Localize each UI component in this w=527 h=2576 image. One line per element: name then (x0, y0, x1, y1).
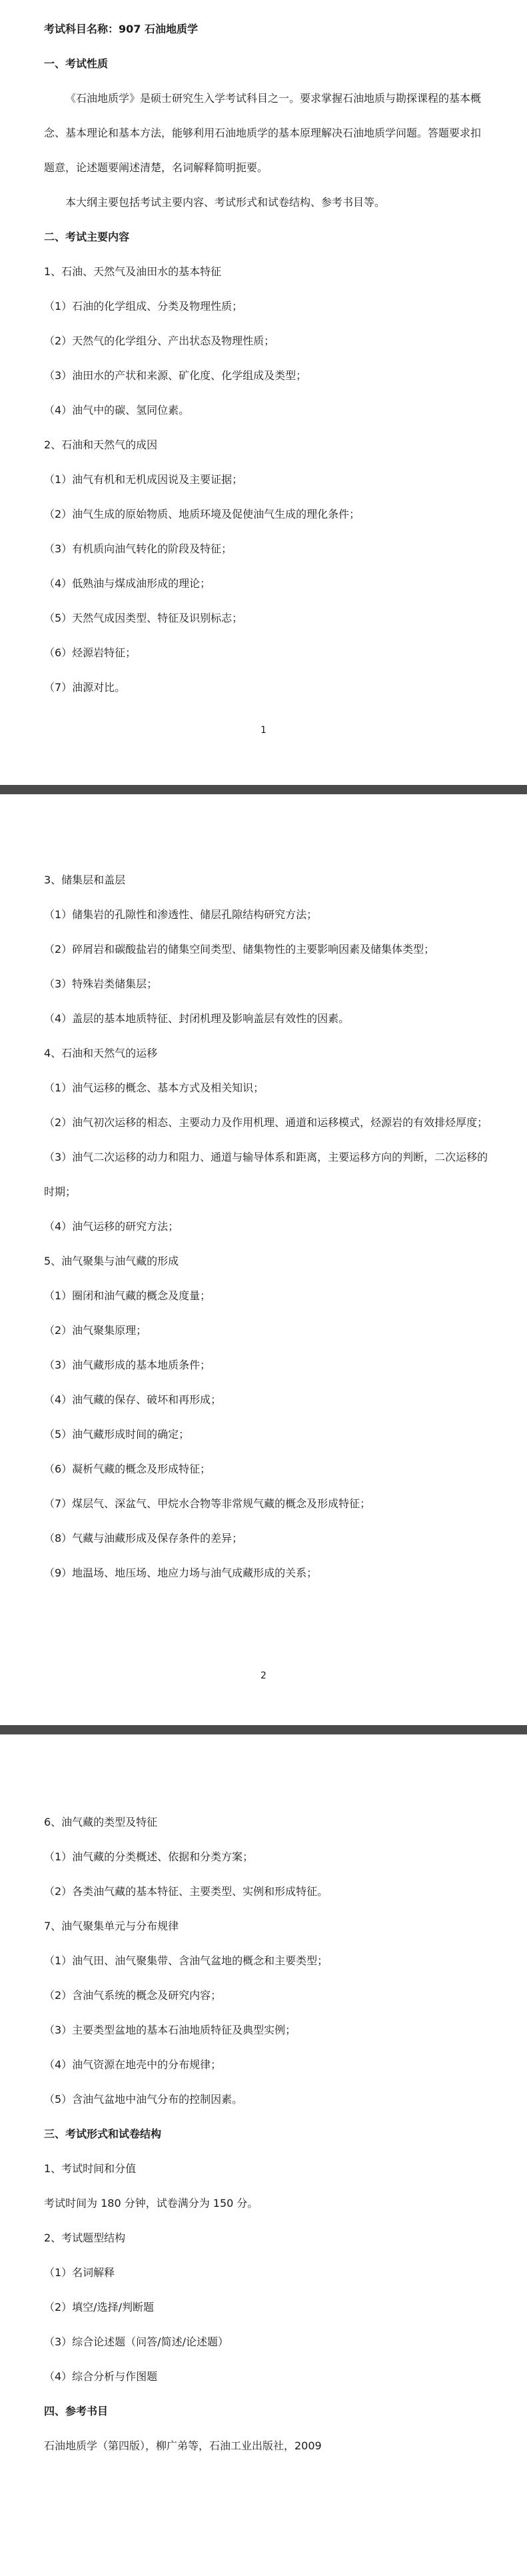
text-line: （1）储集岩的孔隙性和渗透性、储层孔隙结构研究方法； (44, 908, 318, 921)
text-line: 5、油气聚集与油气藏的形成 (44, 1255, 179, 1267)
text-line: （5）天然气成因类型、特征及识别标志； (44, 612, 243, 624)
text-line: 1、石油、天然气及油田水的基本特征 (44, 265, 222, 278)
text-line: （1）圈闭和油气藏的概念及度量； (44, 1289, 211, 1302)
section-heading: 四、参考书目 (44, 2405, 109, 2417)
text-line: （5）含油气盆地中油气分布的控制因素。 (44, 2093, 243, 2106)
text-line: （4）油气中的碳、氢同位素。 (44, 404, 190, 416)
text-line: （9）地温场、地压场、地应力场与油气成藏形成的关系； (44, 1567, 318, 1579)
section-heading: 三、考试形式和试卷结构 (44, 2128, 162, 2140)
text-line: （1）油气田、油气聚集带、含油气盆地的概念和主要类型； (44, 1954, 328, 1967)
text-line: 2、石油和天然气的成因 (44, 438, 158, 451)
text-line: （6）烃源岩特征； (44, 646, 137, 659)
text-line: 考试时间为 180 分钟，试卷满分为 150 分。 (44, 2197, 259, 2210)
text-line: （2）油气初次运移的相态、主要动力及作用机理、通道和运移模式，烃源岩的有效排烃厚度； (44, 1116, 488, 1129)
text-line: （6）凝析气藏的概念及形成特征； (44, 1463, 211, 1475)
text-line: （3）油气藏形成的基本地质条件； (44, 1359, 211, 1371)
text-line: （2）天然气的化学组分、产出状态及物理性质； (44, 334, 275, 347)
text-line: （8）气藏与油藏形成及保存条件的差异； (44, 1532, 243, 1545)
page-number: 1 (261, 725, 266, 736)
text-line: 《石油地质学》是硕士研究生入学考试科目之一。要求掌握石油地质与勘探课程的基本概念、基本理论和基本方法，能够利用石油地质学的基本原理解决石油地质学问题。答题要求扣题意，论述题要阐述清楚，名词解释简明扼要。 (44, 92, 482, 174)
exam-subject-title: 考试科目名称：907 石油地质学 (44, 23, 198, 35)
section-heading: 二、考试主要内容 (44, 231, 130, 243)
text-line: 石油地质学（第四版），柳广弟等，石油工业出版社，2009 (44, 2439, 322, 2452)
text-line: （1）油气有机和无机成因说及主要证据； (44, 473, 243, 486)
text-line: （4）油气资源在地壳中的分布规律； (44, 2058, 222, 2071)
page-number: 2 (261, 1670, 266, 1681)
text-line: （2）碎屑岩和碳酸盐岩的储集空间类型、储集物性的主要影响因素及储集体类型； (44, 943, 435, 956)
text-line: （2）含油气系统的概念及研究内容； (44, 1989, 222, 2002)
text-line: （4）油气运移的研究方法； (44, 1220, 179, 1233)
text-line: （4）低熟油与煤成油形成的理论； (44, 577, 211, 590)
document-page-1 (0, 0, 527, 785)
page-separator (0, 1725, 527, 1734)
page-3-content (44, 1805, 490, 2463)
text-line: 7、油气聚集单元与分布规律 (44, 1920, 179, 1932)
text-line: 6、油气藏的类型及特征 (44, 1816, 158, 1828)
text-line: （7）油源对比。 (44, 681, 126, 694)
text-line: （1）油气藏的分类概述、依据和分类方案； (44, 1850, 254, 1863)
text-line: 本大纲主要包括考试主要内容、考试形式和试卷结构、参考书目等。 (65, 196, 386, 209)
text-line: （3）有机质向油气转化的阶段及特征； (44, 542, 233, 555)
document-page-2 (0, 794, 527, 1725)
text-line: （7）煤层气、深盆气、甲烷水合物等非常规气藏的概念及形成特征； (44, 1497, 371, 1510)
text-line: （3）油田水的产状和来源、矿化度、化学组成及类型； (44, 369, 307, 382)
text-line: （2）油气生成的原始物质、地质环境及促使油气生成的理化条件； (44, 508, 360, 520)
text-line: 3、储集层和盖层 (44, 874, 126, 886)
text-line: （1）名词解释 (44, 2266, 115, 2279)
text-line: （3）主要类型盆地的基本石油地质特征及典型实例； (44, 2024, 296, 2036)
text-line: （3）综合论述题（问答/简述/论述题） (44, 2335, 229, 2348)
document-page-3 (0, 1734, 527, 2576)
text-line: （1）油气运移的概念、基本方式及相关知识； (44, 1081, 264, 1094)
text-line: （2）填空/选择/判断题 (44, 2301, 154, 2313)
text-line: 4、石油和天然气的运移 (44, 1047, 158, 1059)
section-heading: 一、考试性质 (44, 57, 109, 70)
page-separator (0, 785, 527, 794)
page-1-content (44, 12, 490, 705)
text-line: （5）油气藏形成时间的确定； (44, 1428, 190, 1441)
text-line: （2）油气聚集原理； (44, 1324, 147, 1337)
text-line: （3）特殊岩类储集层； (44, 977, 158, 990)
text-line: 2、考试题型结构 (44, 2232, 126, 2244)
text-line: （4）油气藏的保存、破坏和再形成； (44, 1393, 222, 1406)
text-line: （2）各类油气藏的基本特征、主要类型、实例和形成特征。 (44, 1885, 328, 1898)
page-2-content (44, 863, 490, 1591)
text-line: 1、考试时间和分值 (44, 2162, 137, 2175)
text-line: （4）综合分析与作图题 (44, 2370, 158, 2383)
text-line: （4）盖层的基本地质特征、封闭机理及影响盖层有效性的因素。 (44, 1012, 350, 1025)
text-line: （3）油气二次运移的动力和阻力、通道与输导体系和距离，主要运移方向的判断，二次运移的时期； (44, 1151, 488, 1198)
text-line: （1）石油的化学组成、分类及物理性质； (44, 300, 243, 313)
